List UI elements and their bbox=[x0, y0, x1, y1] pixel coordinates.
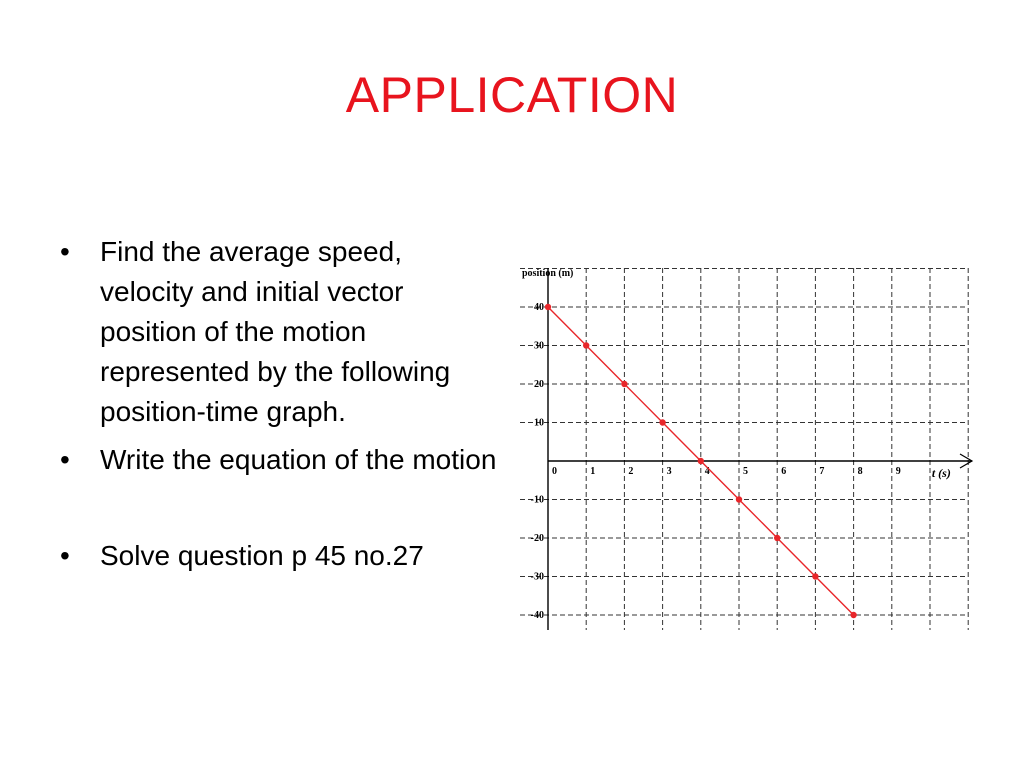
x-tick-label: 2 bbox=[628, 466, 634, 477]
x-tick-label: 8 bbox=[857, 466, 863, 477]
bullet-glyph: • bbox=[60, 236, 70, 267]
data-point bbox=[659, 419, 665, 425]
y-tick-label: -40 bbox=[530, 610, 544, 621]
bullet-item bbox=[58, 440, 498, 480]
y-tick-label: -30 bbox=[530, 571, 544, 583]
y-tick-label: 40 bbox=[534, 302, 544, 313]
position-time-chart bbox=[510, 258, 980, 638]
x-tick-label: 4 bbox=[704, 466, 710, 477]
bullet-text: Write the equation of the motion bbox=[100, 444, 497, 475]
data-point bbox=[698, 458, 704, 464]
data-point bbox=[736, 496, 742, 502]
x-tick-label: 3 bbox=[666, 466, 672, 477]
data-point bbox=[621, 381, 627, 387]
x-tick-label: 6 bbox=[781, 466, 787, 477]
data-point bbox=[774, 535, 780, 541]
chart-grid bbox=[520, 268, 968, 630]
bullet-glyph: • bbox=[60, 444, 70, 475]
data-point bbox=[545, 304, 551, 310]
slide-title: APPLICATION bbox=[345, 67, 679, 123]
data-point bbox=[812, 573, 818, 579]
bullet-list bbox=[58, 232, 498, 576]
bullet-item bbox=[58, 536, 498, 576]
y-tick-label: 20 bbox=[534, 379, 544, 390]
y-axis-label: position (m) bbox=[522, 268, 574, 279]
y-tick-label: 10 bbox=[534, 417, 544, 429]
chart-canvas bbox=[510, 258, 980, 638]
data-point bbox=[583, 342, 589, 348]
x-tick-label: 9 bbox=[895, 466, 901, 477]
y-tick-label: -20 bbox=[530, 533, 544, 544]
bullet-text: Solve question p 45 no.27 bbox=[100, 540, 424, 571]
x-tick-label: 5 bbox=[743, 466, 748, 477]
x-tick-label: 7 bbox=[819, 466, 825, 477]
bullet-glyph: • bbox=[60, 540, 70, 571]
x-tick-label: 1 bbox=[590, 466, 596, 477]
chart-axes bbox=[548, 268, 972, 630]
y-tick-label: 30 bbox=[534, 340, 544, 352]
bullet-text: Find the average speed, velocity and initial vector position of the motion represented by the following position-time graph. bbox=[100, 236, 451, 427]
y-tick-label: -10 bbox=[530, 494, 544, 506]
x-tick-label: 0 bbox=[552, 466, 557, 477]
x-axis-label: t (s) bbox=[931, 466, 951, 480]
bullet-item bbox=[58, 232, 498, 432]
data-point bbox=[850, 612, 856, 618]
